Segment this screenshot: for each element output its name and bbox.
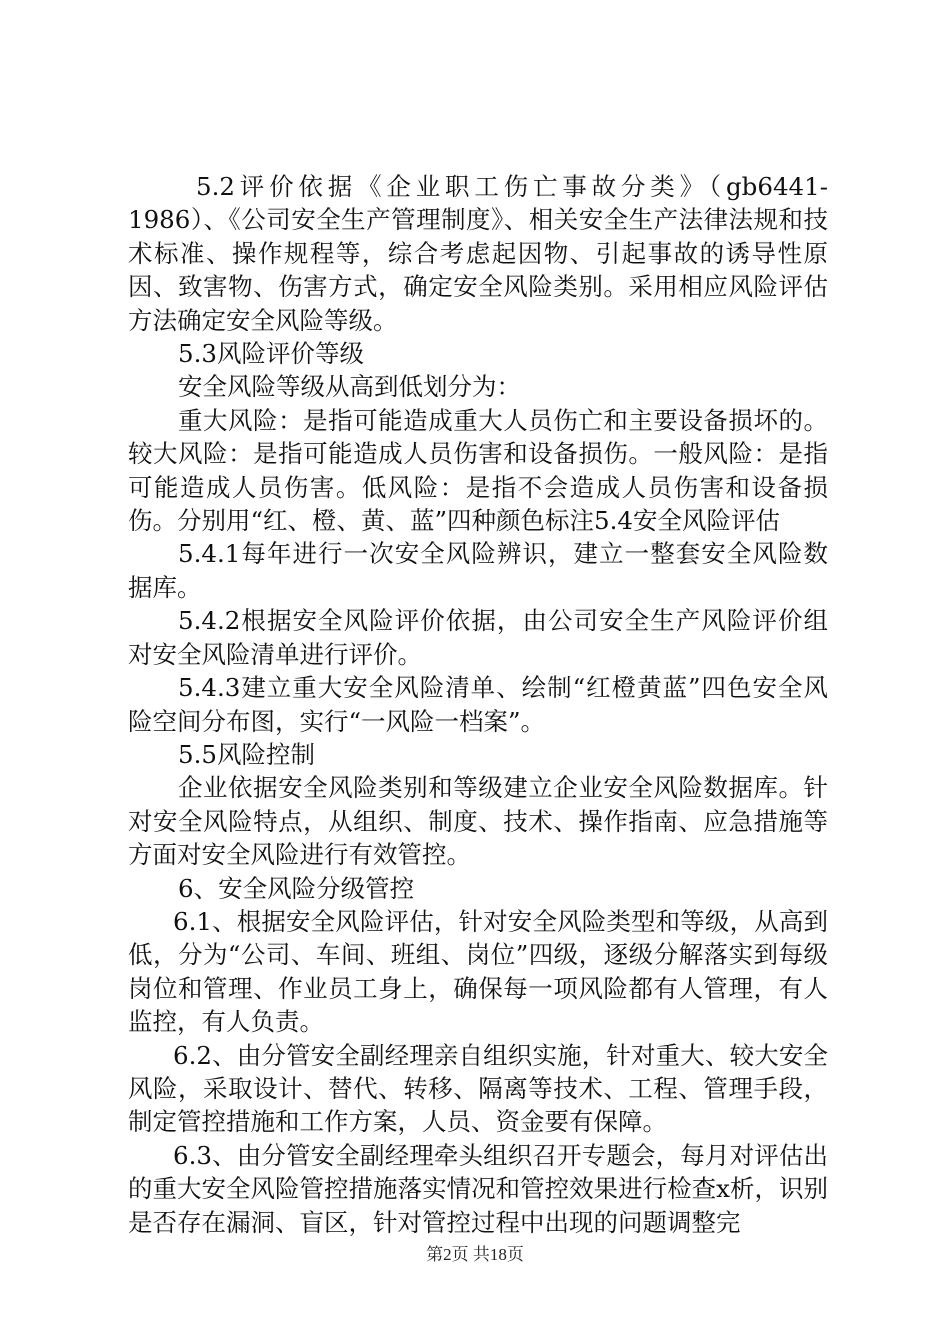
paragraph: 6、安全风险分级管控 bbox=[178, 873, 415, 903]
paragraph: 企业依据安全风险类别和等级建立企业安全风险数据库。针对安全风险特点，从组织、制度、技术、操作指南、应急措施等方面对安全风险进行有效管控。 bbox=[128, 773, 828, 870]
paragraph: 5.3风险评价等级 bbox=[178, 339, 364, 369]
paragraph: 5.4.3建立重大安全风险清单、绘制“红橙黄蓝”四色安全风险空间分布图，实行“一风险一档案”。 bbox=[128, 673, 828, 736]
paragraph: 6.2、由分管安全副经理亲自组织实施，针对重大、较大安全风险，采取设计、替代、转移、隔离等技术、工程、管理手段，制定管控措施和工作方案，人员、资金要有保障。 bbox=[128, 1040, 828, 1137]
paragraph: 5.4.1每年进行一次安全风险辨识，建立一整套安全风险数据库。 bbox=[128, 539, 828, 602]
paragraph: 5.4.2根据安全风险评价依据，由公司安全生产风险评价组对安全风险清单进行评价。 bbox=[128, 606, 828, 669]
page-footer: 第2页 共18页 bbox=[426, 1245, 524, 1264]
paragraph: 6.3、由分管安全副经理牵头组织召开专题会，每月对评估出的重大安全风险管控措施落实情况和管控效果进行检查x析，识别是否存在漏洞、盲区，针对管控过程中出现的问题调整完 bbox=[128, 1140, 828, 1237]
document-body bbox=[128, 170, 828, 1239]
paragraph: 5.2评价依据《企业职工伤亡事故分类》（gb6441-1986）、《公司安全生产管理制度》、相关安全生产法律法规和技术标准、操作规程等，综合考虑起因物、引起事故的诱导性原因、致害物、伤害方式，确定安全风险类别。采用相应风险评估方法确定安全风险等级。 bbox=[128, 172, 828, 335]
paragraph: 6.1、根据安全风险评估，针对安全风险类型和等级，从高到低，分为“公司、车间、班组、岗位”四级，逐级分解落实到每级岗位和管理、作业员工身上，确保每一项风险都有人管理，有人监控，有人负责。 bbox=[128, 906, 828, 1037]
paragraph: 5.5风险控制 bbox=[178, 739, 315, 769]
paragraph: 安全风险等级从高到低划分为： bbox=[178, 372, 521, 402]
paragraph: 重大风险：是指可能造成重大人员伤亡和主要设备损坏的。较大风险：是指可能造成人员伤害和设备损伤。一般风险：是指可能造成人员伤害。低风险：是指不会造成人员伤害和设备损伤。分别用“红、橙、黄、蓝”四种颜色标注5.4安全风险评估 bbox=[128, 405, 828, 536]
